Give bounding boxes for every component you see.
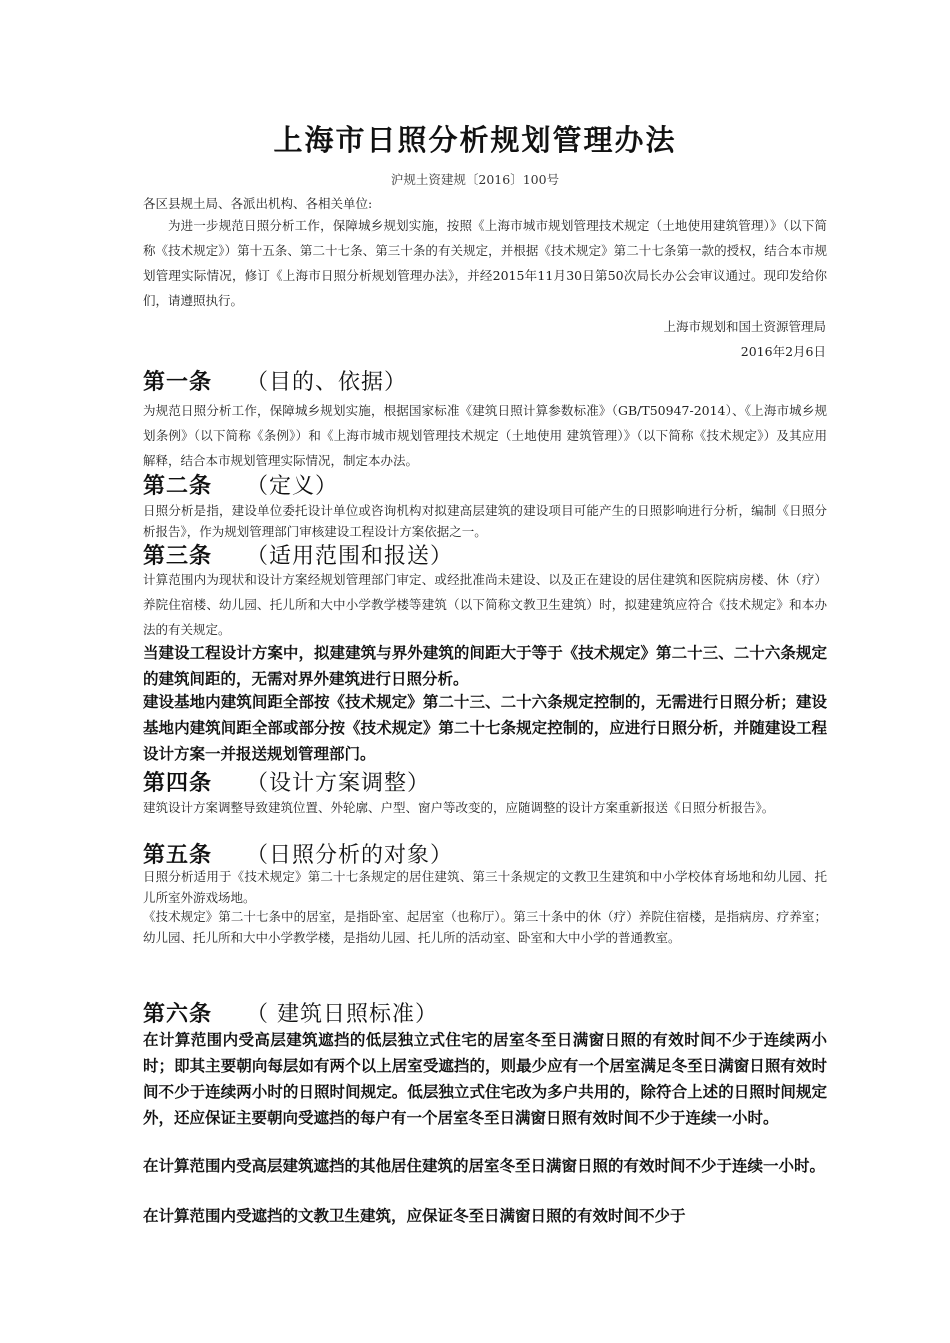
article-5-paragraph: 《技术规定》第二十七条中的居室，是指卧室、起居室（也称厅）。第三十条中的休（疗）养院住宿楼，是指病房、疗养室；幼儿园、托儿所和大中小学教学楼，是指幼儿园、托儿所的活动室、卧室和大中小学的普通教室。 — [143, 909, 827, 945]
article-5-heading — [143, 838, 453, 869]
article-6-heading — [143, 997, 438, 1028]
article-2-number: 第二条 — [143, 474, 213, 499]
article-6-number: 第六条 — [143, 1002, 213, 1027]
article-4-subject: （设计方案调整） — [246, 771, 431, 796]
article-4-heading — [143, 766, 430, 797]
article-4-number: 第四条 — [143, 771, 213, 796]
article-1-heading — [143, 365, 407, 396]
document-number: 沪规土资建规〔2016〕100号 — [390, 172, 560, 187]
article-3-heading — [143, 539, 453, 570]
document-title: 上海市日照分析规划管理办法 — [273, 123, 677, 157]
article-1-paragraph: 为规范日照分析工作，保障城乡规划实施，根据国家标准《建筑日照计算参数标准》（GB/T50947-2014）、《上海市城乡规划条例》（以下简称《条例》）和《上海市城市规划管理技术规定（土地使用 建筑管理）》（以下简称《技术规定》）及其应用解释，结合本市规划管理实际情况，制定本办法。 — [143, 403, 827, 468]
article-6-bold-paragraph: 在计算范围内受高层建筑遮挡的低层独立式住宅的居室冬至日满窗日照的有效时间不少于连续两小时；即其主要朝向每层如有两个以上居室受遮挡的，则最少应有一个居室满足冬至日满窗日照有效时间不少于连续两小时的日照时间规定。低层独立式住宅改为多户共用的，除符合上述的日照时间规定外，还应保证主要朝向受遮挡的每户有一个居室冬至日满窗日照有效时间不少于连续一小时。 — [143, 1031, 827, 1127]
preamble-paragraph: 为进一步规范日照分析工作，保障城乡规划实施，按照《上海市城市规划管理技术规定（土地使用建筑管理）》（以下简称《技术规定》）第十五条、第二十七条、第三十条的有关规定，并根据《技术规定》第二十七条第一款的授权，结合本市规划管理实际情况，修订《上海市日照分析规划管理办法》，并经2015年11月30日第50次局长办公会审议通过。现印发给你们，请遵照执行。 — [143, 218, 827, 308]
article-1-subject: （目的、依据） — [246, 370, 408, 395]
article-6-bold-paragraph: 在计算范围内受遮挡的文教卫生建筑，应保证冬至日满窗日照的有效时间不少于 — [143, 1207, 686, 1225]
article-2-heading — [143, 469, 338, 500]
article-1-number: 第一条 — [143, 370, 213, 395]
article-3-number: 第三条 — [143, 544, 213, 569]
article-2-subject: （定义） — [246, 474, 339, 499]
article-2-paragraph: 日照分析是指，建设单位委托设计单位或咨询机构对拟建高层建筑的建设项目可能产生的日照影响进行分析，编制《日照分析报告》，作为规划管理部门审核建设工程设计方案依据之一。 — [143, 503, 827, 539]
article-5-number: 第五条 — [143, 843, 213, 868]
article-4-paragraph: 建筑设计方案调整导致建筑位置、外轮廓、户型、窗户等改变的，应随调整的设计方案重新报送《日照分析报告》。 — [143, 800, 775, 815]
article-6-subject: （ 建筑日照标准） — [246, 1002, 439, 1027]
article-3-subject: （适用范围和报送） — [246, 544, 454, 569]
article-5-subject: （日照分析的对象） — [246, 843, 454, 868]
article-5-paragraph: 日照分析适用于《技术规定》第二十七条规定的居住建筑、第三十条规定的文教卫生建筑和中小学校体育场地和幼儿园、托儿所室外游戏场地。 — [143, 869, 827, 905]
issue-date: 2016年2月6日 — [740, 344, 826, 359]
issuer: 上海市规划和国土资源管理局 — [663, 319, 826, 334]
addressee: 各区县规土局、各派出机构、各相关单位: — [143, 196, 373, 211]
article-6-bold-paragraph: 在计算范围内受高层建筑遮挡的其他居住建筑的居室冬至日满窗日照的有效时间不少于连续一小时。 — [143, 1157, 826, 1175]
article-3-paragraph: 计算范围内为现状和设计方案经规划管理部门审定、或经批准尚未建设、以及正在建设的居住建筑和医院病房楼、休（疗）养院住宿楼、幼儿园、托儿所和大中小学教学楼等建筑（以下简称文教卫生建筑）时，拟建建筑应符合《技术规定》和本办法的有关规定。 — [143, 572, 827, 637]
article-3-bold-paragraph: 建设基地内建筑间距全部按《技术规定》第二十三、二十六条规定控制的，无需进行日照分析；建设基地内建筑间距全部或部分按《技术规定》第二十七条规定控制的，应进行日照分析，并随建设工程设计方案一并报送规划管理部门。 — [143, 693, 827, 763]
article-3-bold-paragraph: 当建设工程设计方案中，拟建建筑与界外建筑的间距大于等于《技术规定》第二十三、二十六条规定的建筑间距的，无需对界外建筑进行日照分析。 — [143, 644, 827, 688]
